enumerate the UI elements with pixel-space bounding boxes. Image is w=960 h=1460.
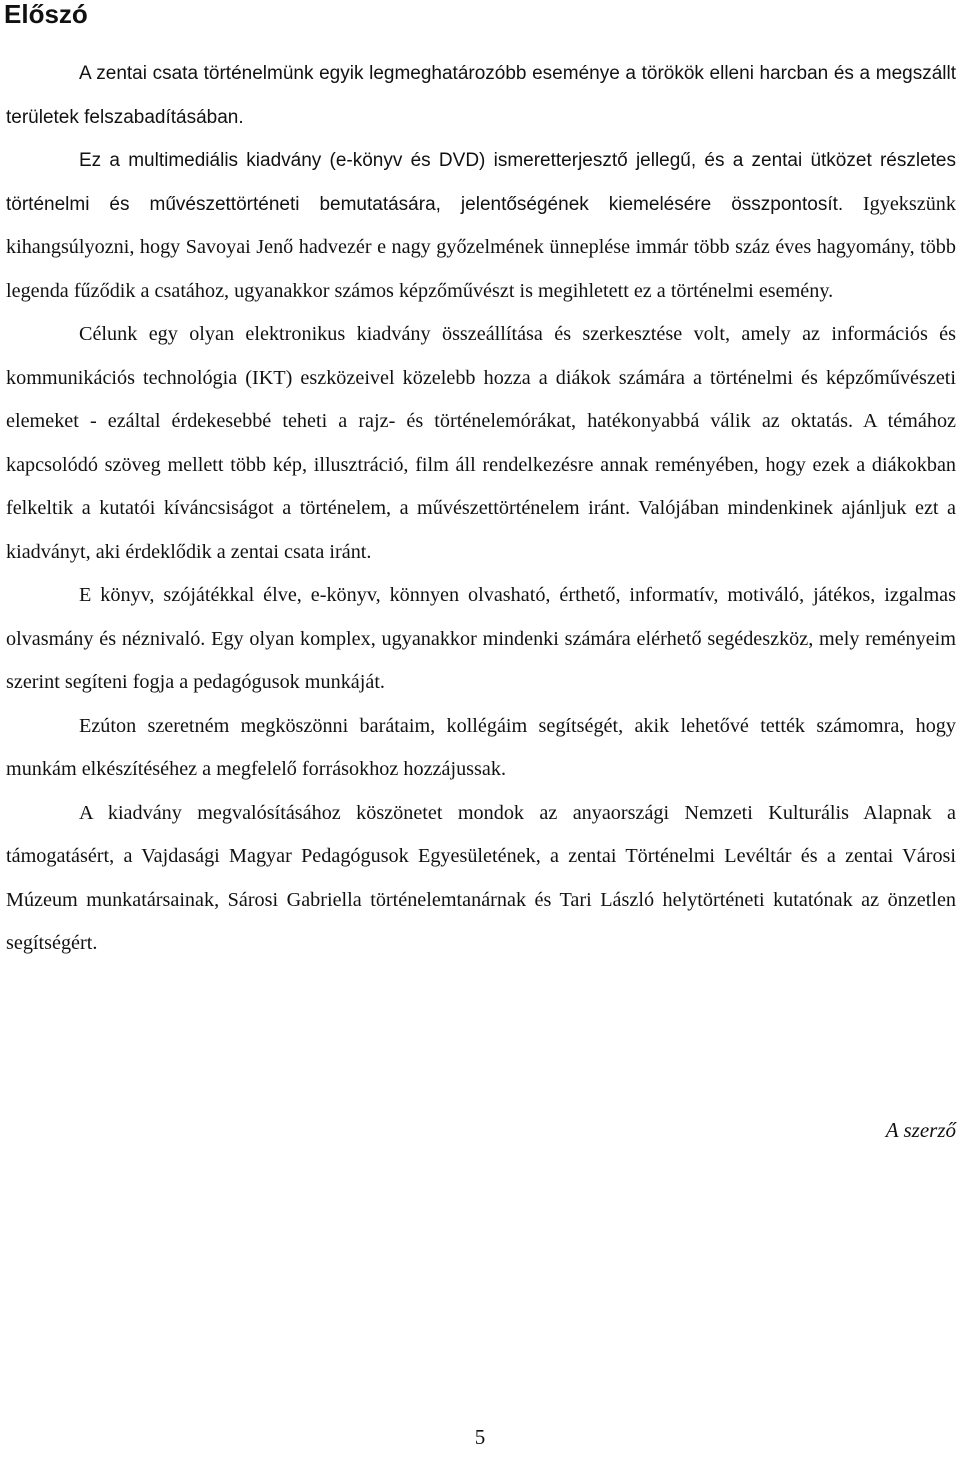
paragraph-intro [6,52,956,139]
body-text [6,52,956,966]
page-number: 5 [474,1425,486,1449]
paragraph-segment: Igyekszünk kihangsúlyozni, hogy Savoyai Jenő hadvezér e nagy győzelmének ünneplése immár több száz éves hagyomány, több legenda fűződik a csatához, ugyanakkor számos képzőművészt is megihletett ez a történelmi esemény. [6,192,956,302]
paragraph-goal [6,313,956,574]
author-signature: A szerző [885,1118,956,1142]
paragraph-ebook [6,574,956,705]
paragraph-thanks [6,705,956,792]
paragraph-segment: A zentai csata történelmünk egyik legmeghatározóbb eseménye a törökök elleni harcban és a megszállt területek felszabadításában. [6,63,956,128]
paragraph-acknowledgements [6,792,956,966]
paragraph-segment: E könyv, szójátékkal élve, e-könyv, könnyen olvasható, érthető, informatív, motiváló, játékos, izgalmas olvasmány és néznivaló. Egy olyan komplex, ugyanakkor mindenki számára elérhető segédeszköz, mely reményeim szerint segíteni fogja a pedagógusok munkáját. [6,584,956,693]
paragraph-segment: Ezúton szeretném megköszönni barátaim, kollégáim segítségét, akik lehetővé tették számomra, hogy munkám elkészítéséhez a megfelelő forrásokhoz hozzájussak. [6,714,956,780]
paragraph-segment: Célunk egy olyan elektronikus kiadvány összeállítása és szerkesztése volt, amely az információs és kommunikációs technológia (IKT) eszközeivel közelebb hozza a diákok számára a történelmi és képzőművészeti elemeket - ezáltal érdekesebbé teheti a rajz- és történelemórákat, hatékonyabbá válik az oktatás. A témához kapcsolódó szöveg mellett több kép, illusztráció, film áll rendelkezésre annak reményében, hogy ezek a diákokban felkeltik a kutatói kíváncsiságot a történelem, a művészettörténelem iránt. Valójában mindenkinek ajánljuk ezt a kiadványt, aki érdeklődik a zentai csata iránt. [6,323,956,563]
page-title: Előszó [4,0,88,29]
paragraph-publication [6,139,956,313]
paragraph-segment: A kiadvány megvalósításához köszönetet mondok az anyaországi Nemzeti Kulturális Alapnak a támogatásért, a Vajdasági Magyar Pedagógusok Egyesületének, a zentai Történelmi Levéltár és a zentai Városi Múzeum munkatársainak, Sárosi Gabriella történelemtanárnak és Tari László helytörténeti kutatónak az önzetlen segítségért. [6,801,956,954]
paragraph-segment: Ez a multimediális kiadvány (e-könyv és DVD) ismeretterjesztő jellegű, és a zentai ütközet részletes történelmi és művészettörténeti bemutatására, jelentőségének kiemelésére összpontosít. [6,150,956,215]
